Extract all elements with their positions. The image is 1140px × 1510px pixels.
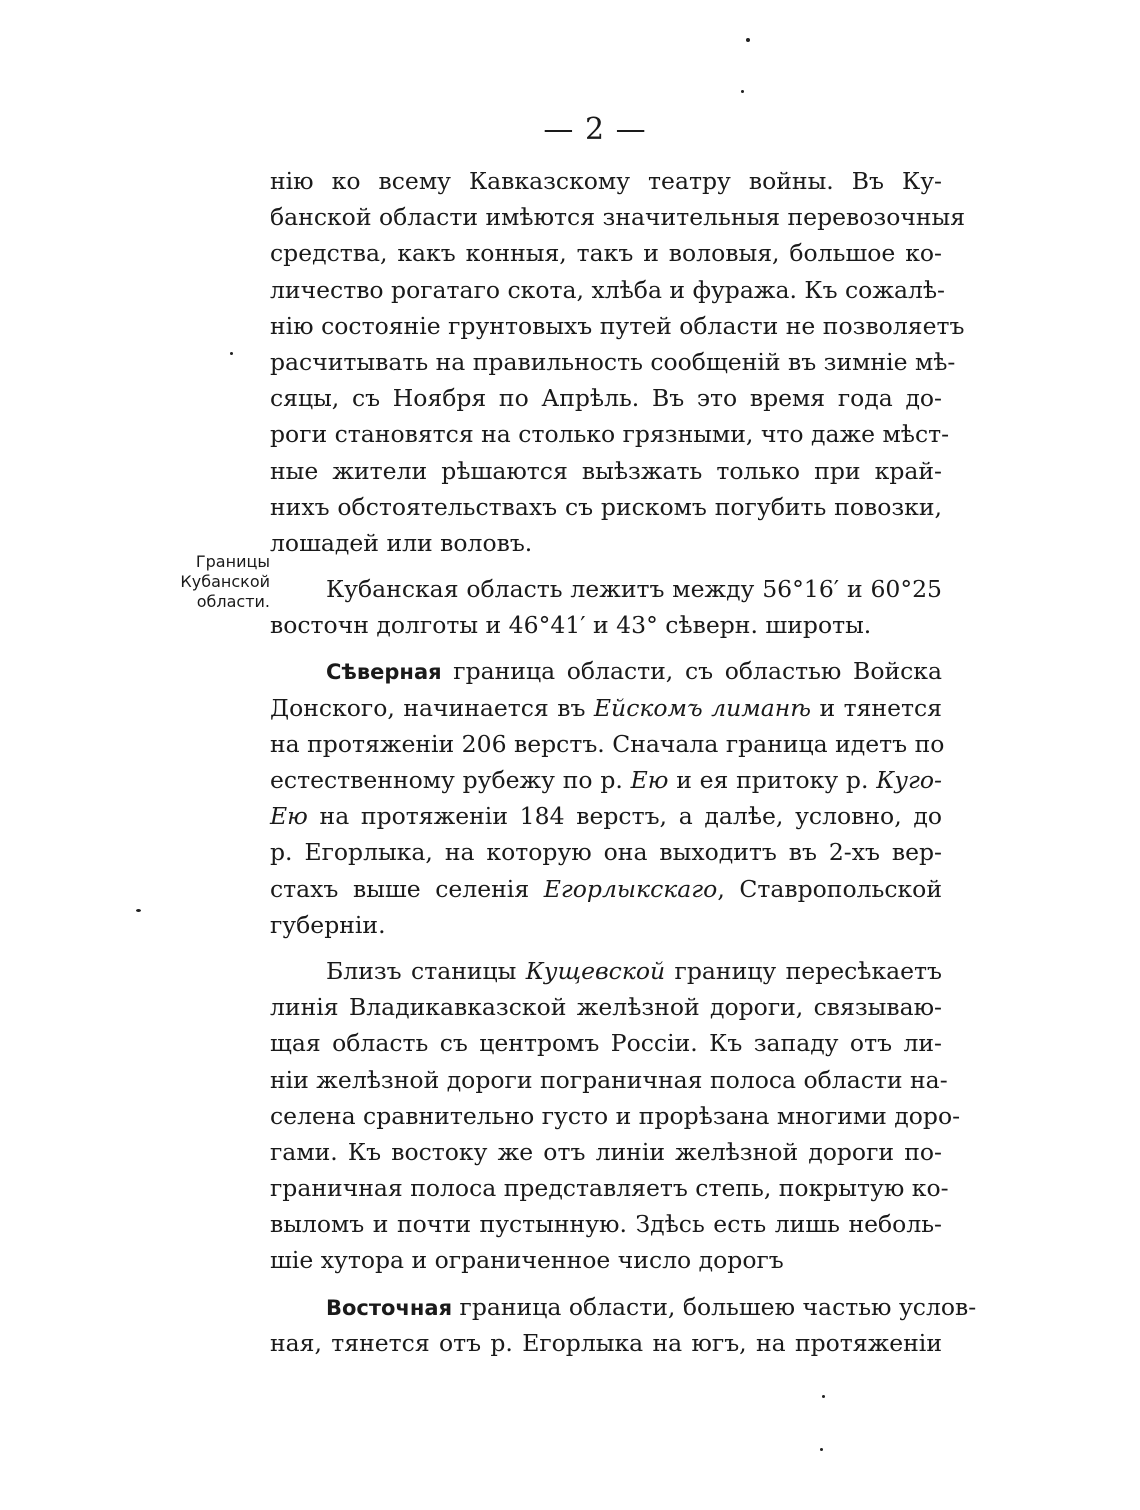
text-line: Сѣверная граница области, съ областью Войска — [326, 657, 942, 686]
italic-place-name: Ею — [630, 766, 669, 794]
text-line: Ею на протяженіи 184 верстъ, а далѣе, условно, до — [270, 802, 942, 831]
paragraph-5 — [270, 1289, 977, 1361]
text-line: линія Владикавказской желѣзной дороги, связываю- — [270, 993, 942, 1022]
scan-speck — [230, 352, 233, 355]
text-line: расчитывать на правильность сообщеній въ зимніе мѣ- — [270, 347, 956, 376]
paragraph-4 — [270, 953, 961, 1279]
text-line: средства, какъ конныя, такъ и воловыя, большое ко- — [270, 239, 942, 268]
margin-note-line: области. — [196, 592, 270, 611]
text-line: нію состояніе грунтовыхъ путей области не позволяетъ — [270, 311, 965, 340]
italic-place-name: Куго- — [876, 766, 942, 794]
text-line: банской области имѣются значительныя перевозочныя — [270, 203, 966, 232]
text-line: лошадей или воловъ. — [270, 528, 533, 557]
text-line: Близъ станицы Кущевской границу пересѣкаетъ — [326, 956, 942, 985]
scan-speck — [136, 909, 141, 912]
text-line: граничная полоса представляетъ степь, покрытую ко- — [270, 1174, 949, 1203]
margin-note — [152, 552, 270, 612]
text-line: губерніи. — [270, 910, 386, 939]
text-line: роги становятся на столько грязными, что даже мѣст- — [270, 420, 950, 449]
text-line: восточн долготы и 46°41′ и 43° сѣверн. широты. — [270, 611, 872, 640]
italic-place-name: Кущевской — [525, 956, 666, 985]
margin-note-line: Кубанской — [180, 572, 270, 591]
italic-place-name: Ею — [270, 802, 308, 831]
text-line: селена сравнительно густо и прорѣзана многими доро- — [270, 1101, 961, 1130]
text-line: ная, тянется отъ р. Егорлыка на югъ, на протяженіи — [270, 1328, 942, 1357]
scan-speck — [820, 1448, 823, 1451]
text-line: нихъ обстоятельствахъ съ рискомъ погубить повозки, — [270, 492, 942, 521]
text-line: сяцы, съ Ноября по Апрѣль. Въ это время года до- — [270, 384, 942, 413]
paragraph-3 — [270, 653, 945, 943]
scan-speck — [822, 1395, 825, 1398]
text-line: личество рогатаго скота, хлѣба и фуража. Къ сожалѣ- — [270, 275, 945, 304]
text-line: на протяженіи 206 верстъ. Сначала граница идетъ по — [270, 729, 945, 758]
text-line: Кубанская область лежитъ между 56°16′ и 60°25 — [326, 575, 942, 604]
text-line: Восточная граница области, большею частью услов- — [326, 1292, 977, 1321]
scan-speck — [746, 38, 750, 42]
text-line: Донского, начинается въ Ейскомъ лиманѣ и тянется — [270, 693, 942, 722]
text-line: р. Егорлыка, на которую она выходитъ въ 2-хъ вер- — [270, 838, 942, 867]
bold-lead: Сѣверная — [326, 660, 442, 685]
bold-lead: Восточная — [326, 1295, 453, 1320]
text-line: шіе хутора и ограниченное число дорогъ — [270, 1246, 784, 1275]
text-line: щая область съ центромъ Россіи. Къ западу отъ ли- — [270, 1029, 942, 1058]
body-text — [270, 163, 977, 1361]
italic-place-name: Ейскомъ лиманѣ — [593, 693, 811, 722]
text-line: выломъ и почти пустынную. Здѣсь есть лишь неболь- — [270, 1210, 942, 1239]
page-number: — 2 — — [543, 112, 647, 147]
scan-speck — [741, 90, 744, 93]
text-line: нію ко всему Кавказскому театру войны. Въ Ку- — [270, 167, 942, 195]
text-line: ніи желѣзной дороги пограничная полоса области на- — [270, 1065, 948, 1094]
paragraph-2 — [270, 571, 942, 643]
text-line: естественному рубежу по р. Ею и ея притоку р. Куго- — [270, 766, 942, 794]
paragraph-1 — [270, 163, 966, 561]
italic-place-name: Егорлыкскаго — [543, 874, 718, 903]
text-line: ные жители рѣшаются выѣзжать только при край- — [270, 456, 942, 485]
text-line: стахъ выше селенія Егорлыкскаго, Ставропольской — [270, 874, 942, 903]
text-line: гами. Къ востоку же отъ линіи желѣзной дороги по- — [270, 1137, 942, 1166]
margin-note-line: Границы — [195, 552, 270, 571]
